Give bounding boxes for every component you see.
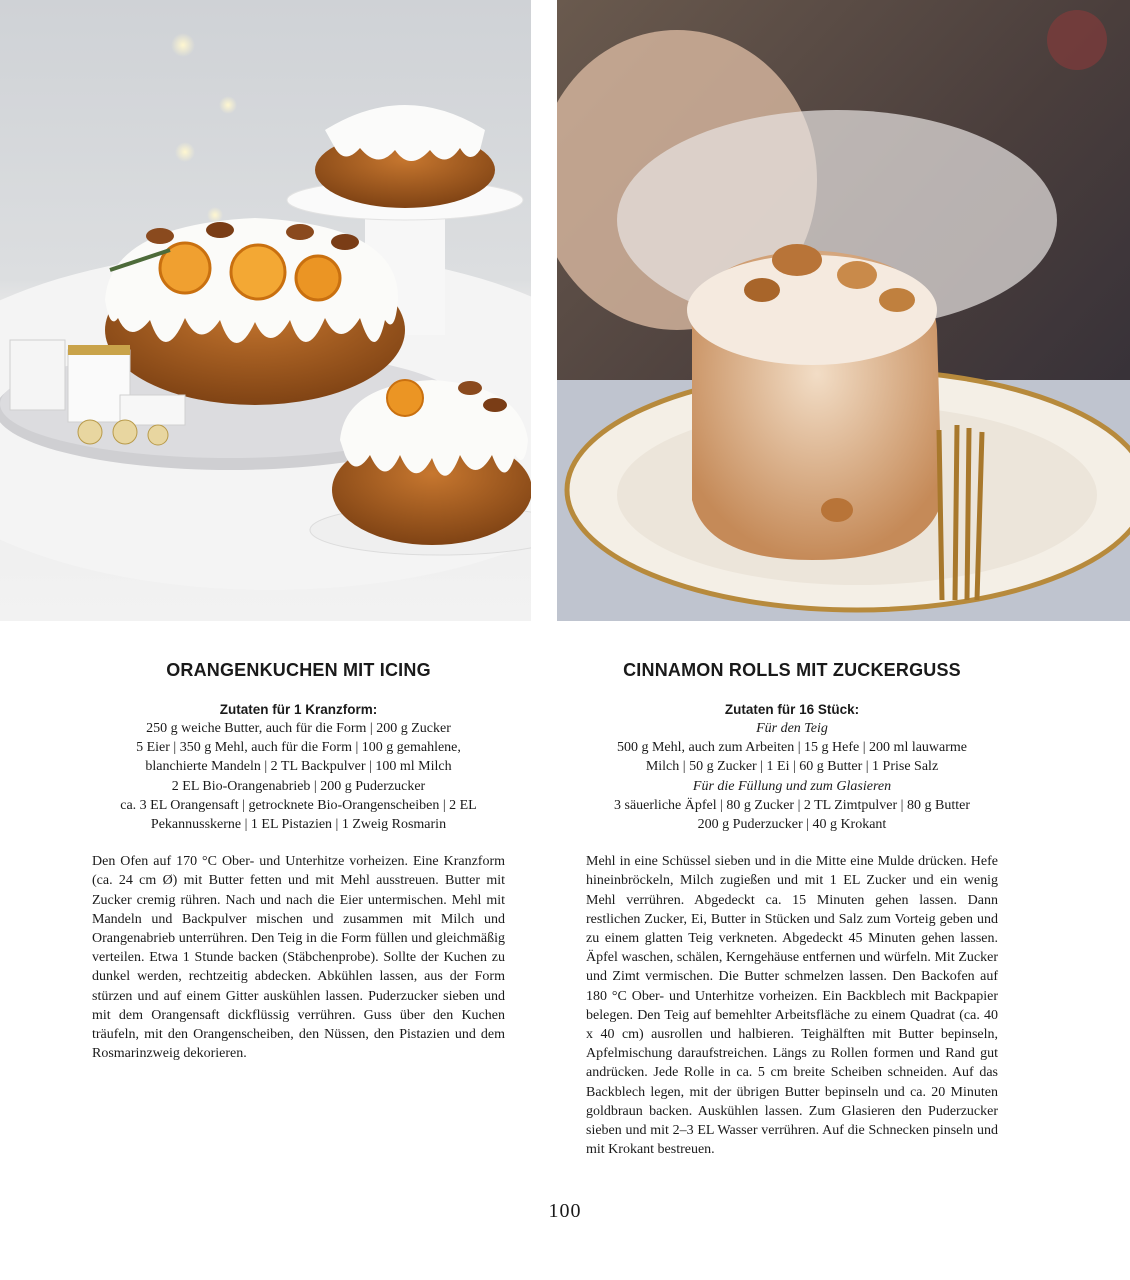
ingredient-line: blanchierte Mandeln | 2 TL Backpulver | 100 ml Milch — [145, 759, 452, 775]
recipe-title: ORANGENKUCHEN MIT ICING — [166, 660, 431, 680]
ingredient-line: Milch | 50 g Zucker | 1 Ei | 60 g Butter | 1 Prise Salz — [645, 759, 939, 775]
photo-cinnamon-roll — [557, 0, 1130, 621]
filling-subheading: Für die Füllung und zum Glasieren — [692, 778, 892, 794]
ingredient-line: 250 g weiche Butter, auch für die Form | 200 g Zucker — [146, 721, 451, 736]
dough-subheading: Für den Teig — [756, 721, 828, 736]
ingredient-line: 5 Eier | 350 g Mehl, auch für die Form | 100 g gemahlene, — [136, 740, 461, 756]
ingredients-heading: Zutaten für 1 Kranzform: — [219, 702, 378, 717]
method-text: Mehl in eine Schüssel sieben und in die Mitte eine Mulde drücken. Hefe hineinbröckeln, Milch zugießen und mit 1 EL Zucker und ein wenig Mehl verrühren. Abgedeckt ca. 15 Minuten gehen lassen. Dann restlichen Zucker, Ei, Butter in Stücken und Salz zum Vorteig geben und zu einem glatten Teig verkneten. Abgedeckt 45 Minuten gehen lassen. Äpfel waschen, schälen, Kerngehäuse entfernen und würfeln. Mit Zucker und Zimt vermischen. Die Butter schmelzen lassen. Den Backofen auf 180 °C Ober- und Unterhitze vorheizen. Ein Backblech mit Backpapier belegen. Den Teig auf bemehlter Arbeitsfläche zu einem Quadrat (ca. 40 x 40 cm) ausrollen und halbieren. Teighälften mit Butter bepinseln, Apfelmischung daraufstreichen. Längs zu Rollen formen und Rand gut andrücken. Jede Rolle in ca. 5 cm breite Scheiben schneiden. Auf das Backblech legen, mit der übrigen Butter bepinseln und ca. 20 Minuten goldbraun backen. Auskühlen lassen. Zum Glasieren den Puderzucker sieben und mit 2–3 EL Wasser verrühren. Auf die Schnecken pinseln und mit Krokant bestreuen. — [586, 854, 998, 1158]
ingredient-line: 2 EL Bio-Orangenabrieb | 200 g Puderzucker — [171, 778, 426, 794]
ingredient-line: ca. 3 EL Orangensaft | getrocknete Bio-Orangenscheiben | 2 EL — [120, 797, 477, 813]
ingredient-line: 200 g Puderzucker | 40 g Krokant — [697, 817, 887, 833]
recipe-orangenkuchen — [92, 656, 505, 1063]
ingredient-line: 3 säuerliche Äpfel | 80 g Zucker | 2 TL Zimtpulver | 80 g Butter — [614, 797, 970, 813]
ingredients-heading: Zutaten für 16 Stück: — [724, 702, 860, 717]
page-number: 100 — [548, 1200, 582, 1222]
method-text: Den Ofen auf 170 °C Ober- und Unterhitze vorheizen. Eine Kranzform (ca. 24 cm Ø) mit Butter fetten und mit Mehl ausstreuen. Butter mit Zucker cremig rühren. Nach und nach die Eier untermischen. Mehl mit Mandeln und Backpulver mischen und zusammen mit Milch und Orangenabrieb unterrühren. Den Teig in die Form füllen und gleichmäßig verteilen. Etwa 1 Stunde backen (Stäbchenprobe). Sollte der Kuchen zu dunkel werden, rechtzeitig abdecken. Abkühlen lassen, aus der Form stürzen und auf einem Gitter auskühlen lassen. Puderzucker sieben und mit dem Orangensaft dickflüssig verrühren. Guss über den Kuchen träufeln, mit den Orangenscheiben, den Nüssen, den Pistazien und dem Rosmarinzweig dekorieren. — [92, 854, 505, 1062]
ingredient-line: Pekannusskerne | 1 EL Pistazien | 1 Zweig Rosmarin — [150, 817, 447, 833]
photo-orange-cake — [0, 0, 531, 621]
recipe-cinnamon-rolls — [586, 656, 998, 1159]
ingredient-line: 500 g Mehl, auch zum Arbeiten | 15 g Hefe | 200 ml lauwarme — [616, 740, 968, 756]
recipe-title: CINNAMON ROLLS MIT ZUCKERGUSS — [623, 660, 961, 680]
